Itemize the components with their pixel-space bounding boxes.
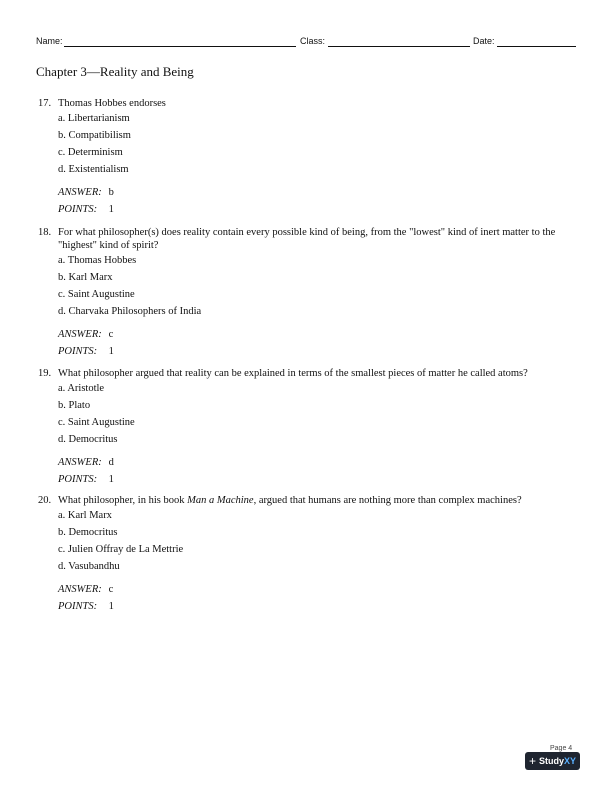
question-text: For what philosopher(s) does reality contain every possible kind of being, from the "lowest" kind of inert matter to the "highest" kind of spirit? (58, 227, 556, 251)
points-label: POINTS: (58, 346, 98, 357)
answer-value: c (108, 329, 114, 340)
option-list (58, 252, 578, 320)
chapter-title: Chapter 3—Reality and Being (36, 64, 194, 79)
answer-value: d (108, 457, 114, 468)
question-19 (38, 367, 578, 488)
option-c: c. Julien Offray de La Mettrie (58, 544, 184, 555)
option-c: c. Saint Augustine (58, 417, 135, 428)
date-line (497, 46, 576, 47)
points-value: 1 (108, 474, 114, 485)
answer-value: b (108, 187, 114, 198)
date-label: Date: (473, 36, 495, 46)
page-number: Page 4 (550, 745, 573, 752)
logo-text-accent: XY (564, 756, 577, 766)
answer-value: c (108, 584, 114, 595)
question-number: 17. (38, 98, 52, 109)
option-c: c. Saint Augustine (58, 289, 135, 300)
question-text: What philosopher argued that reality can be explained in terms of the smallest pieces of matter he called atoms? (58, 368, 528, 379)
option-list (58, 380, 578, 448)
option-list (58, 110, 578, 178)
question-text: What philosopher, in his book Man a Machine, argued that humans are nothing more than complex machines? (58, 495, 522, 506)
points-value: 1 (108, 601, 114, 612)
option-b: b. Karl Marx (58, 272, 113, 283)
logo-text: Study (538, 756, 564, 766)
plus-icon: + (528, 754, 536, 768)
option-d: d. Democritus (58, 434, 118, 445)
answer-label: ANSWER: (58, 457, 102, 468)
option-d: d. Existentialism (58, 164, 129, 175)
question-20 (38, 494, 578, 615)
answer-block (58, 581, 578, 615)
answer-block (58, 454, 578, 488)
answer-label: ANSWER: (58, 329, 102, 340)
class-label: Class: (300, 36, 326, 46)
option-a: a. Karl Marx (58, 510, 112, 521)
option-a: a. Thomas Hobbes (58, 255, 137, 266)
answer-block (58, 326, 578, 360)
option-a: a. Libertarianism (58, 113, 130, 124)
question-text: Thomas Hobbes endorses (58, 98, 166, 109)
question-18 (38, 226, 578, 360)
question-number: 18. (38, 227, 52, 238)
points-label: POINTS: (58, 601, 98, 612)
book-title: Man a Machine (187, 495, 254, 506)
option-d: d. Vasubandhu (58, 561, 120, 572)
question-number: 20. (38, 495, 52, 506)
option-list (58, 507, 578, 575)
points-label: POINTS: (58, 474, 98, 485)
points-label: POINTS: (58, 204, 98, 215)
option-c: c. Determinism (58, 147, 123, 158)
name-label: Name: (36, 36, 63, 46)
answer-block (58, 184, 578, 218)
class-line (328, 46, 470, 47)
question-number: 19. (38, 368, 52, 379)
option-a: a. Aristotle (58, 383, 105, 394)
answer-label: ANSWER: (58, 584, 102, 595)
option-b: b. Democritus (58, 527, 118, 538)
name-line (64, 46, 296, 47)
option-b: b. Plato (58, 400, 91, 411)
option-d: d. Charvaka Philosophers of India (58, 306, 202, 317)
points-value: 1 (108, 204, 114, 215)
question-17 (38, 97, 578, 218)
option-b: b. Compatibilism (58, 130, 131, 141)
studyxy-logo[interactable] (525, 752, 580, 770)
points-value: 1 (108, 346, 114, 357)
answer-label: ANSWER: (58, 187, 102, 198)
